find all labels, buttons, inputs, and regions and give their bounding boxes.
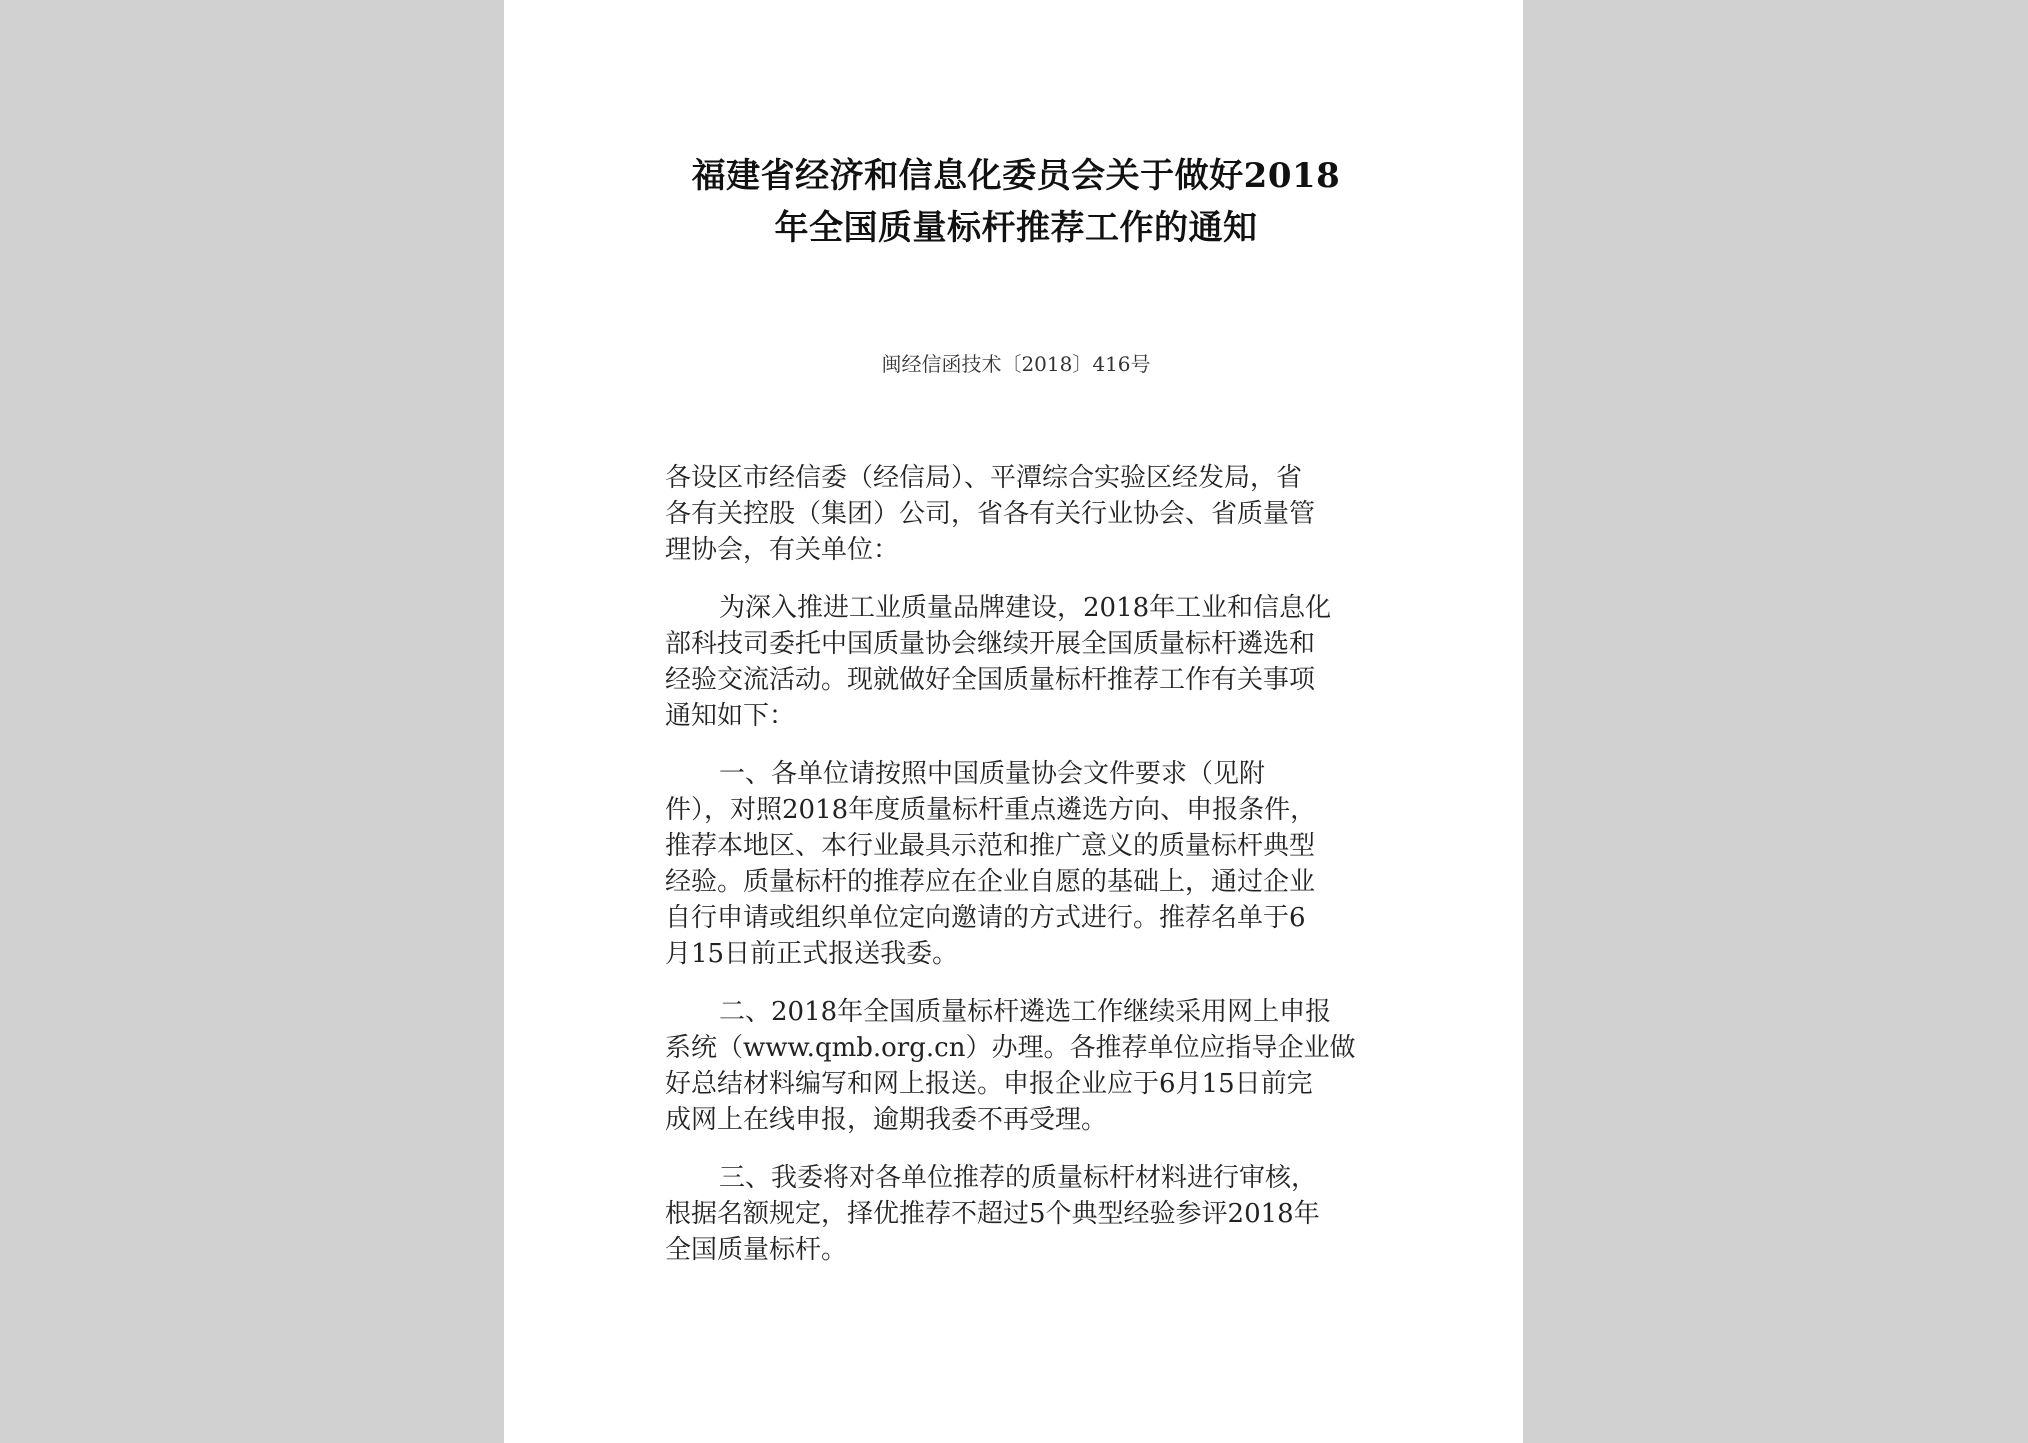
salutation-paragraph — [665, 460, 1367, 568]
text-line: 一、各单位请按照中国质量协会文件要求（见附 — [719, 759, 1266, 789]
text-line: 各设区市经信委（经信局）、平潭综合实验区经发局，省 — [665, 463, 1303, 493]
item-two-paragraph — [665, 994, 1367, 1138]
item-three-paragraph — [665, 1160, 1367, 1268]
text-line: 根据名额规定，择优推荐不超过5个典型经验参评2018年 — [665, 1199, 1320, 1229]
text-line: 为深入推进工业质量品牌建设，2018年工业和信息化 — [719, 593, 1332, 623]
text-line: 三、我委将对各单位推荐的质量标杆材料进行审核， — [719, 1163, 1318, 1193]
text-line: 经验。质量标杆的推荐应在企业自愿的基础上，通过企业 — [665, 867, 1316, 897]
text-line: 月15日前正式报送我委。 — [665, 939, 959, 969]
text-line: 部科技司委托中国质量协会继续开展全国质量标杆遴选和 — [665, 629, 1316, 659]
text-line: 二、2018年全国质量标杆遴选工作继续采用网上申报 — [719, 997, 1332, 1027]
title-line: 福建省经济和信息化委员会关于做好2018 — [691, 156, 1341, 196]
title-line: 年全国质量标杆推荐工作的通知 — [774, 208, 1258, 248]
document-page — [504, 0, 1523, 1443]
text-line: 全国质量标杆。 — [665, 1235, 848, 1265]
text-line: 好总结材料编写和网上报送。申报企业应于6月15日前完 — [665, 1069, 1313, 1099]
document-number: 闽经信函技术〔2018〕416号 — [881, 352, 1151, 376]
text-line: 系统（www.qmb.org.cn）办理。各推荐单位应指导企业做 — [665, 1033, 1356, 1063]
document-body — [665, 460, 1367, 1268]
text-line: 成网上在线申报，逾期我委不再受理。 — [665, 1105, 1108, 1135]
text-line: 经验交流活动。现就做好全国质量标杆推荐工作有关事项 — [665, 665, 1316, 695]
text-line: 理协会，有关单位： — [665, 535, 900, 565]
item-one-paragraph — [665, 756, 1367, 972]
intro-paragraph — [665, 590, 1367, 734]
text-line: 各有关控股（集团）公司，省各有关行业协会、省质量管 — [665, 499, 1316, 529]
text-line: 推荐本地区、本行业最具示范和推广意义的质量标杆典型 — [665, 831, 1316, 861]
text-line: 自行申请或组织单位定向邀请的方式进行。推荐名单于6 — [665, 903, 1306, 933]
document-title — [665, 150, 1367, 254]
text-line: 通知如下： — [665, 701, 796, 731]
document-content — [665, 150, 1367, 1290]
text-line: 件），对照2018年度质量标杆重点遴选方向、申报条件， — [665, 795, 1317, 825]
